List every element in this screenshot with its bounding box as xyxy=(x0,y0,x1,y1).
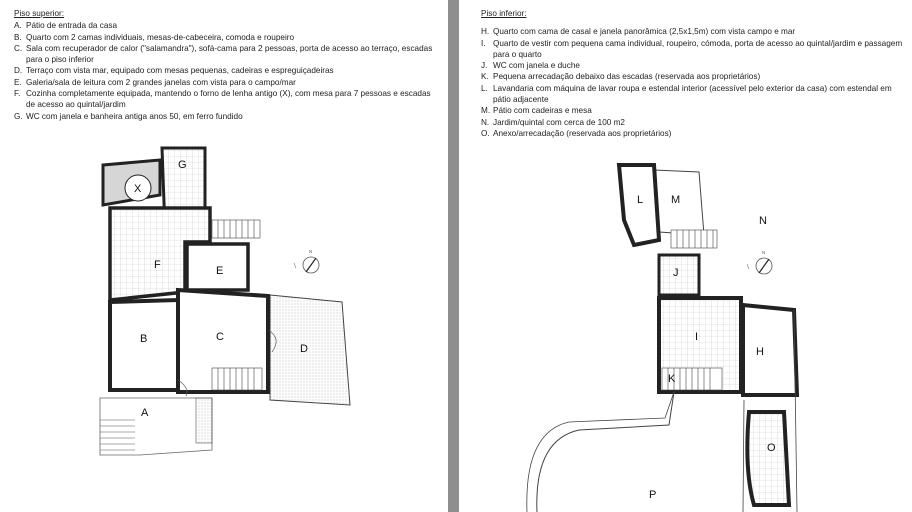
legend-item: I. Quarto de vestir com pequena cama individual, roupeiro, cómoda, porta de acesso ao quintal/jardim e passagem para o quarto xyxy=(481,38,903,59)
entrance-steps xyxy=(100,420,135,450)
label-c: C xyxy=(216,331,224,343)
label-g: G xyxy=(178,159,187,171)
legend-item: D. Terraço com vista mar, equipado com mesas pequenas, cadeiras e espreguiçadeiras xyxy=(14,66,334,76)
label-d: D xyxy=(300,343,308,355)
label-a: A xyxy=(141,407,149,419)
label-h: H xyxy=(756,346,764,358)
label-o: O xyxy=(767,442,776,454)
legend-item: H. Quarto com cama de casal e janela panorâmica (2,5x1,5m) com vista campo e mar xyxy=(481,27,796,37)
legend-item: E. Galeria/sala de leitura com 2 grandes janelas com vista para o campo/mar xyxy=(14,77,296,87)
kitchen-stairs xyxy=(212,220,260,238)
label-j: J xyxy=(673,267,679,279)
legend-item: B. Quarto com 2 camas individuais, mesas-de-cabeceira, comoda e roupeiro xyxy=(14,32,295,42)
north-compass-icon xyxy=(294,249,319,273)
label-x: X xyxy=(134,183,142,195)
label-n: N xyxy=(759,215,767,227)
north-compass-icon xyxy=(747,250,772,274)
label-k: K xyxy=(668,373,676,385)
lower-garden-stairs xyxy=(671,230,717,248)
legend-item: C. Sala com recuperador de calor ("salamandra"), sofá-cama para 2 pessoas, porta de acesso ao terraço, escadas para o piso inferior xyxy=(14,43,433,65)
legend-item: N. Jardim/quintal com cerca de 100 m2 xyxy=(481,117,625,127)
upper-floor-plan xyxy=(0,0,448,512)
label-e: E xyxy=(216,265,224,277)
upper-floor-page xyxy=(0,0,448,512)
legend-item: L. Lavandaria com máquina de lavar roupa e estendal interior (acessível pelo exterior da casa) com estendal em pátio adjacente xyxy=(481,83,892,105)
annex-o xyxy=(747,412,789,505)
patio-planter xyxy=(196,398,212,443)
legend-item: F. Cozinha completamente equipada, mantendo o forno de lenha antigo (X), com mesa para 7 pessoas e escadas de acesso ao quintal/jardim xyxy=(14,89,431,110)
label-b: B xyxy=(140,333,148,345)
upper-floor-title: Piso superior: xyxy=(14,9,65,18)
entrance-patio-a xyxy=(100,398,212,455)
compass-n-label: N xyxy=(309,249,313,254)
legend-item: M. Pátio com cadeiras e mesa xyxy=(481,106,592,116)
legend-item: O. Anexo/arrecadação (reservada aos proprietários) xyxy=(481,128,672,138)
terrace-d xyxy=(270,295,350,405)
compass-n-label: N xyxy=(762,250,766,255)
label-m: M xyxy=(671,194,681,206)
label-f: F xyxy=(154,259,161,271)
label-i: I xyxy=(695,331,699,343)
lower-floor-plan xyxy=(459,0,912,512)
legend-item: A. Pátio de entrada da casa xyxy=(14,21,118,31)
label-p: P xyxy=(649,489,657,501)
lower-floor-page xyxy=(459,0,912,512)
label-l: L xyxy=(637,194,644,206)
living-stairs xyxy=(212,368,262,390)
wc-j xyxy=(659,255,699,295)
bedroom-b xyxy=(110,300,178,390)
legend-item: K. Pequena arrecadação debaixo das escadas (reservada aos proprietários) xyxy=(481,72,761,82)
lower-floor-title: Piso inferior: xyxy=(481,9,527,18)
legend-item: J. WC com janela e duche xyxy=(481,61,580,71)
legend-item: G. WC com janela e banheira antiga anos 50, em ferro fundido xyxy=(14,111,243,121)
bedroom-h xyxy=(743,305,797,395)
